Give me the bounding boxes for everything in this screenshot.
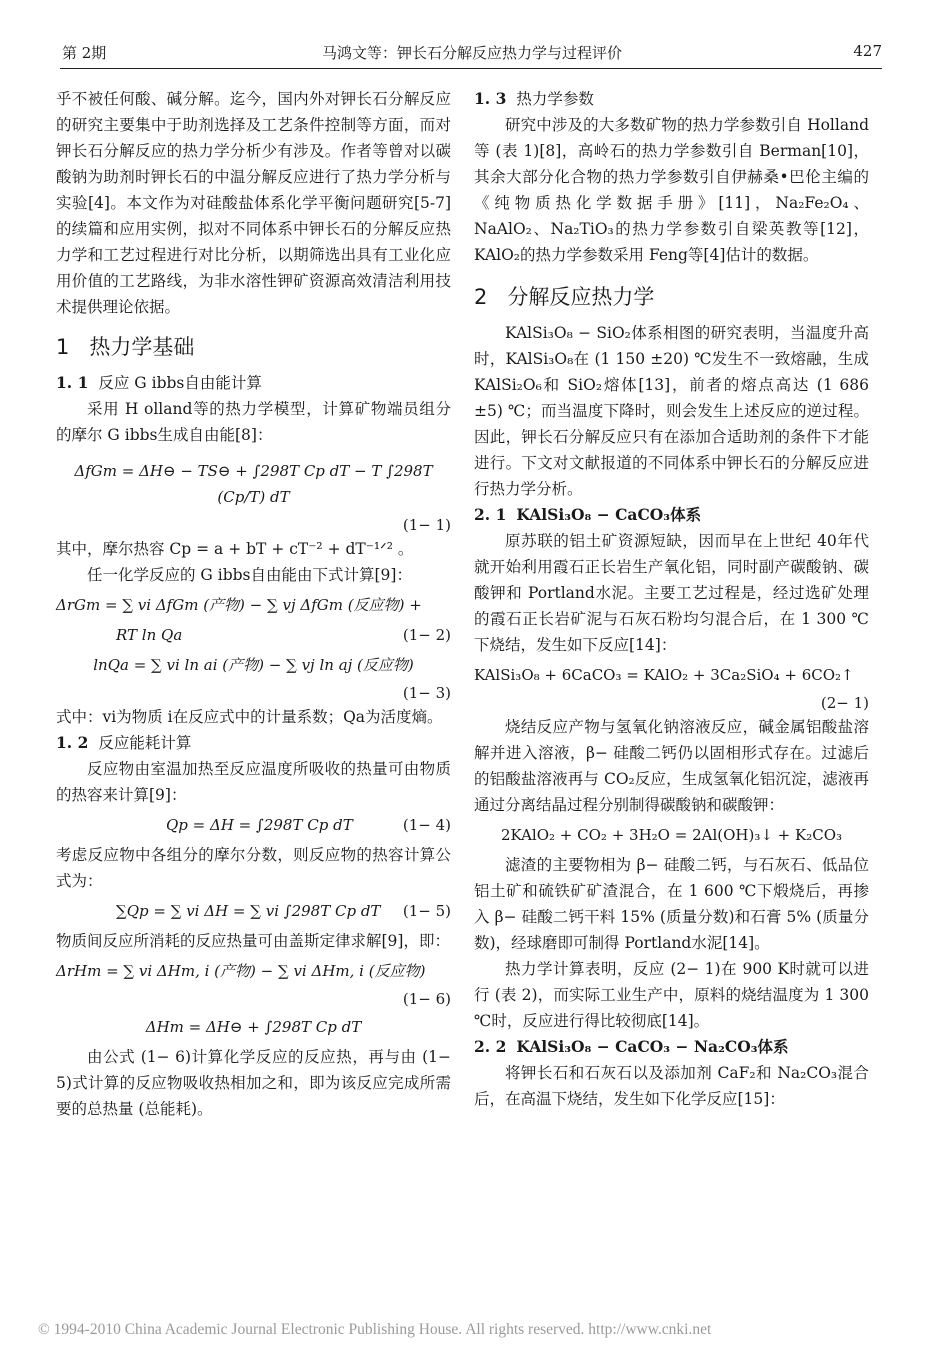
subsection-2-1-heading xyxy=(474,502,869,528)
paragraph: 研究中涉及的大多数矿物的热力学参数引自 Holland等 (表 1)[8]，高岭石的热力学参数引自 Berman[10]，其余大部分化合物的热力学参数引自伊赫桑•巴伦主编的《纯物质热化学数据手册》[11]，Na₂Fe₂O₄、NaAlO₂、Na₂TiO₃的热力学参数引自梁英教等[12]，KAlO₂的热力学参数采用 Feng等[4]估计的数据。 xyxy=(474,116,869,264)
right-column xyxy=(474,86,869,1112)
equation-number: (2− 1) xyxy=(820,694,869,712)
subsection-number: 1. 1 xyxy=(56,373,89,392)
paragraph: 采用 H olland等的热力学模型，计算矿物端员组分的摩尔 G ibbs生成自由能[8]： xyxy=(56,400,451,444)
subsection-number: 1. 2 xyxy=(56,733,89,752)
equation: Qp = ΔH = ∫298T Cp dT xyxy=(166,816,353,834)
subsection-number: 2. 2 xyxy=(474,1037,507,1056)
section-number: 2 xyxy=(474,285,488,309)
equation: ∑Qp = ∑ vi ΔH = ∑ vi ∫298T Cp dT xyxy=(116,902,381,920)
equation-number: (1− 3) xyxy=(402,684,451,702)
subsection-1-1-heading xyxy=(56,370,451,396)
equation: ΔrHm = ∑ vi ΔHm, i (产物) − ∑ vi ΔHm, i (反应物) xyxy=(56,962,426,980)
subsection-number: 1. 3 xyxy=(474,89,507,108)
running-title: 马鸿文等：钾长石分解反应热力学与过程评价 xyxy=(321,44,622,62)
equation-line xyxy=(56,812,451,838)
equation: RT ln Qa xyxy=(116,626,183,644)
equation-line xyxy=(56,622,451,648)
intro-paragraph: 乎不被任何酸、碱分解。迄今，国内外对钾长石分解反应的研究主要集中于助剂选择及工艺条件控制等方面，而对钾长石分解反应的热力学分析少有涉及。作者等曾对以碳酸钠为助剂时钾长石的中温分解反应进行了热力学分析与实验[4]。本文作为对硅酸盐体系化学平衡问题研究[5-7]的续篇和应用实例，拟对不同体系中钾长石的分解反应热力学和工艺过程进行对比分析，以期筛选出具有工业化应用价值的工艺路线，为非水溶性钾矿资源高效清洁利用技术提供理论依据。 xyxy=(56,90,451,316)
subsection-title: KAlSi₃O₈ − CaCO₃体系 xyxy=(516,505,702,524)
paragraph: 滤渣的主要物相为 β− 硅酸二钙，与石灰石、低品位铝土矿和硫铁矿矿渣混合，在 1 600 ℃下煅烧后，再掺入 β− 硅酸二钙干料 15% (质量分数)和石膏 5% (质量分数)，经球磨即可制得 Portland水泥[14]。 xyxy=(474,856,869,952)
paragraph: 考虑反应物中各组分的摩尔分数，则反应物的热容计算公式为： xyxy=(56,846,451,890)
equation: lnQa = ∑ vi ln ai (产物) − ∑ vj ln aj (反应物) xyxy=(93,656,414,674)
paragraph: 其中，摩尔热容 Cp = a + bT + cT⁻² + dT⁻¹ᐟ² 。 xyxy=(56,540,414,558)
subsection-1-2-heading xyxy=(56,730,451,756)
left-column xyxy=(56,86,451,1122)
copyright-footer: © 1994-2010 China Academic Journal Electronic Publishing House. All rights reserved. http://www.cnki.net xyxy=(38,1321,712,1338)
paragraph: 物质间反应所消耗的反应热量可由盖斯定律求解[9]，即： xyxy=(56,932,450,950)
paragraph: 热力学计算表明，反应 (2− 1)在 900 K时就可以进行 (表 2)，而实际工业生产中，原料的烧结温度为 1 300 ℃时，反应进行得比较彻底[14]。 xyxy=(474,960,869,1030)
paragraph: 式中：vi为物质 i在反应式中的计量系数；Qa为活度熵。 xyxy=(56,708,443,726)
equation-number: (1− 1) xyxy=(402,516,451,534)
equation-number: (1− 5) xyxy=(402,902,451,920)
subsection-2-2-heading xyxy=(474,1034,869,1060)
equation: KAlSi₃O₈ + 6CaCO₃ = KAlO₂ + 3Ca₂SiO₄ + 6CO₂↑ xyxy=(474,666,854,684)
paragraph: 烧结反应产物与氢氧化钠溶液反应，碱金属铝酸盐溶解并进入溶液，β− 硅酸二钙仍以固相形式存在。过滤后的铝酸盐溶液再与 CO₂反应，生成氢氧化铝沉淀，滤液再通过分离结晶过程分别制得碳酸钠和碳酸钾： xyxy=(474,718,869,814)
equation-line xyxy=(56,898,451,924)
paragraph: 任一化学反应的 G ibbs自由能由下式计算[9]： xyxy=(87,566,412,584)
paragraph: 将钾长石和石灰石以及添加剂 CaF₂和 Na₂CO₃混合后，在高温下烧结，发生如下化学反应[15]： xyxy=(474,1064,869,1108)
page-number: 427 xyxy=(853,42,882,60)
section-1-heading xyxy=(56,332,451,362)
subsection-title: KAlSi₃O₈ − CaCO₃ − Na₂CO₃体系 xyxy=(516,1037,789,1056)
section-2-heading xyxy=(474,282,869,312)
issue-number: 第 2期 xyxy=(62,44,107,62)
equation: ΔrGm = ∑ vi ΔfGm (产物) − ∑ vj ΔfGm (反应物) + xyxy=(56,596,422,614)
paragraph: 由公式 (1− 6)计算化学反应的反应热，再与由 (1− 5)式计算的反应物吸收热相加之和，即为该反应完成所需要的总热量 (总能耗)。 xyxy=(56,1048,451,1118)
section-number: 1 xyxy=(56,335,70,359)
subsection-title: 热力学参数 xyxy=(516,90,594,108)
equation: ΔfGm = ΔH⊖ − TS⊖ + ∫298T Cp dT − T ∫298T (Cp/T) dT xyxy=(74,462,433,506)
equation-number: (1− 4) xyxy=(402,816,451,834)
section-title: 热力学基础 xyxy=(89,335,195,359)
paragraph: 原苏联的铝土矿资源短缺，因而早在上世纪 40年代就开始利用霞石正长岩生产氧化铝，同时副产碳酸钠、碳酸钾和 Portland水泥。主要工艺过程是，经过选矿处理的霞石正长岩矿泥与石灰石粉均匀混合后，在 1 300 ℃下烧结，发生如下反应[14]： xyxy=(474,532,869,654)
section-title: 分解反应热力学 xyxy=(507,285,655,309)
equation: ΔHm = ΔH⊖ + ∫298T Cp dT xyxy=(145,1018,362,1036)
subsection-1-3-heading xyxy=(474,86,869,112)
paragraph: 反应物由室温加热至反应温度所吸收的热量可由物质的热容来计算[9]： xyxy=(56,760,451,804)
equation: 2KAlO₂ + CO₂ + 3H₂O = 2Al(OH)₃↓ + K₂CO₃ xyxy=(500,826,843,844)
paragraph: KAlSi₃O₈ − SiO₂体系相图的研究表明，当温度升高时，KAlSi₃O₈在 (1 150 ±20) ℃发生不一致熔融，生成 KAlSi₂O₆和 SiO₂熔体[13]，前者的熔点高达 (1 686 ±5) ℃；而当温度下降时，则会发生上述反应的逆过程。因此，钾长石分解反应只有在添加合适助剂的条件下才能进行。下文对文献报道的不同体系中钾长石的分解反应进行热力学分析。 xyxy=(474,324,869,498)
subsection-title: 反应 G ibbs自由能计算 xyxy=(98,374,262,392)
equation-number: (1− 2) xyxy=(402,626,451,644)
equation-number: (1− 6) xyxy=(402,990,451,1008)
header-rule xyxy=(60,68,882,69)
running-header xyxy=(62,42,882,66)
subsection-title: 反应能耗计算 xyxy=(98,734,192,752)
subsection-number: 2. 1 xyxy=(474,505,507,524)
